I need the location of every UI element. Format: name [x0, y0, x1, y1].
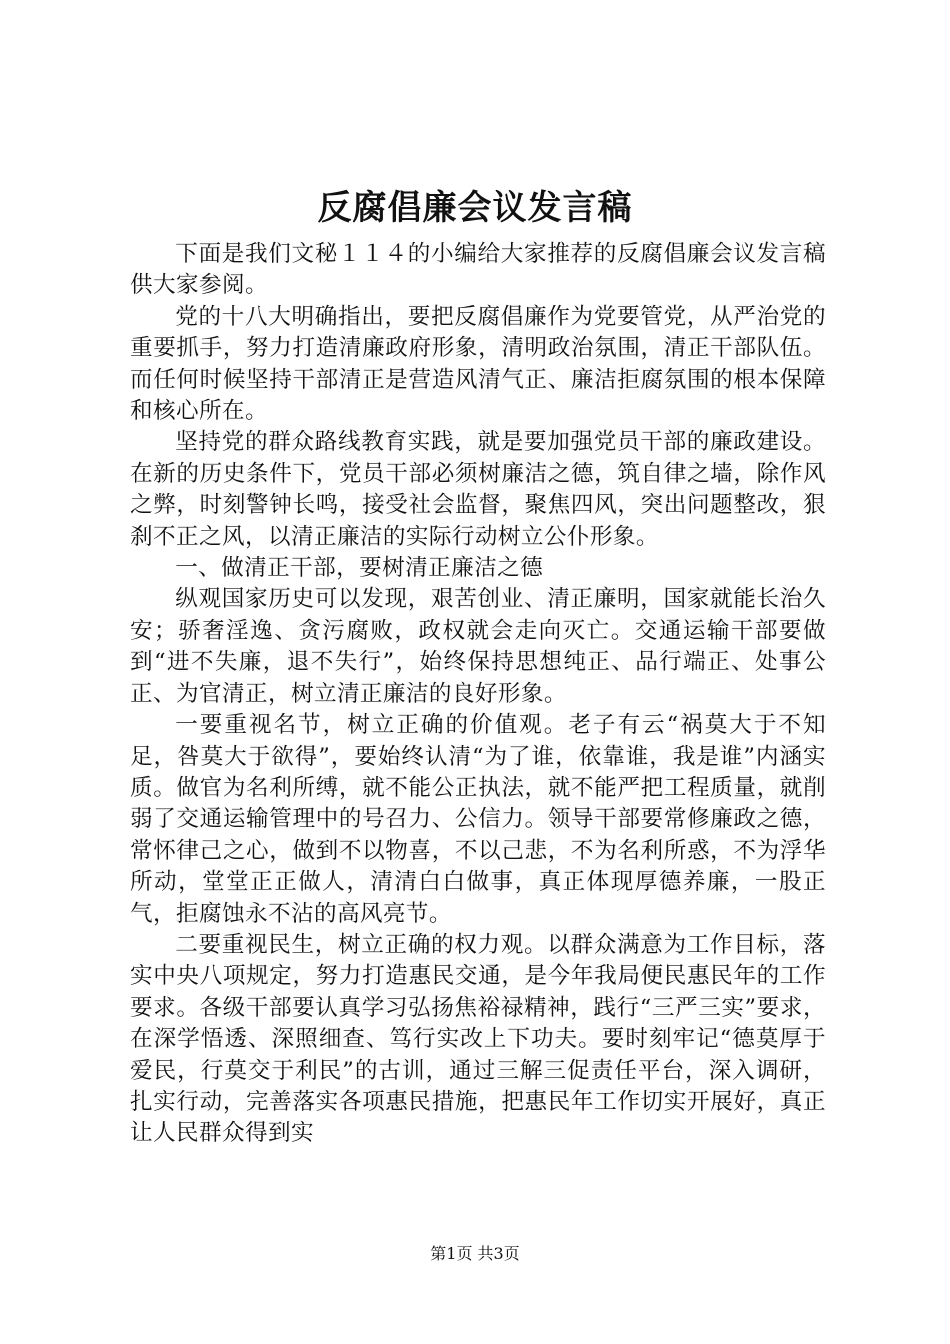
paragraph: 一要重视名节，树立正确的价值观。老子有云“祸莫大于不知足，咎莫大于欲得”，要始终认清“为了谁，依靠谁，我是谁”内涵实质。做官为名利所缚，就不能公正执法，就不能严把工程质量，就削弱了交通运输管理中的号召力、公信力。领导干部要常修廉政之德，常怀律己之心，做到不以物喜，不以己悲，不为名利所惑，不为浮华所动，堂堂正正做人，清清白白做事，真正体现厚德养廉，一股正气，拒腐蚀永不沾的高风亮节。 [130, 712, 826, 927]
document-title: 反腐倡廉会议发言稿 [317, 188, 633, 228]
document-body [130, 239, 826, 1150]
paragraph: 二要重视民生，树立正确的权力观。以群众满意为工作目标，落实中央八项规定，努力打造惠民交通，是今年我局便民惠民年的工作要求。各级干部要认真学习弘扬焦裕禄精神，践行“三严三实”要求，在深学悟透、深照细查、笃行实改上下功夫。要时刻牢记“德莫厚于爱民，行莫交于利民”的古训，通过三解三促责任平台，深入调研，扎实行动，完善落实各项惠民措施，把惠民年工作切实开展好，真正让人民群众得到实 [130, 931, 826, 1147]
page-number-footer: 第1页 共3页 [430, 1244, 520, 1263]
paragraph: 党的十八大明确指出，要把反腐倡廉作为党要管党，从严治党的重要抓手，努力打造清廉政府形象，清明政治氛围，清正干部队伍。而任何时候坚持干部清正是营造风清气正、廉洁拒腐氛围的根本保障和核心所在。 [130, 303, 826, 425]
paragraph: 纵观国家历史可以发现，艰苦创业、清正廉明，国家就能长治久安；骄奢淫逸、贪污腐败，政权就会走向灭亡。交通运输干部要做到“进不失廉，退不失行”，始终保持思想纯正、品行端正、处事公正、为官清正，树立清正廉洁的良好形象。 [130, 586, 826, 707]
paragraph-intro: 下面是我们文秘１１４的小编给大家推荐的反腐倡廉会议发言稿供大家参阅。 [130, 241, 826, 299]
paragraph: 坚持党的群众路线教育实践，就是要加强党员干部的廉政建设。在新的历史条件下，党员干部必须树廉洁之德，筑自律之墙，除作风之弊，时刻警钟长鸣，接受社会监督，聚焦四风，突出问题整改，狠刹不正之风，以清正廉洁的实际行动树立公仆形象。 [130, 429, 826, 550]
section-heading: 一、做清正干部，要树清正廉洁之德 [175, 555, 544, 582]
